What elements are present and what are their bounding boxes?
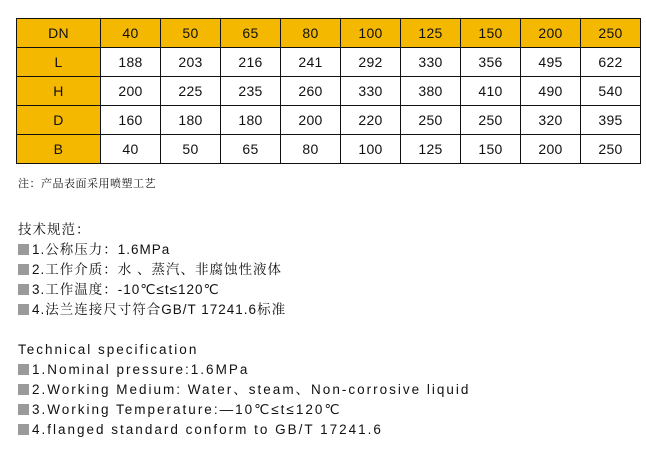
table-cell: 150 <box>461 135 521 164</box>
table-cell: 380 <box>401 77 461 106</box>
table-cell: 330 <box>401 48 461 77</box>
spec-item <box>18 280 286 300</box>
spec-section-english <box>18 340 470 440</box>
surface-note: 注：产品表面采用喷塑工艺 <box>18 178 156 190</box>
square-bullet-icon <box>18 404 29 415</box>
table-cell: 65 <box>221 135 281 164</box>
table-cell: 225 <box>161 77 221 106</box>
table-cell: 490 <box>521 77 581 106</box>
table-cell: 320 <box>521 106 581 135</box>
spec-title: Technical specification <box>18 342 199 357</box>
spec-item <box>18 260 286 280</box>
table-cell: 80 <box>281 135 341 164</box>
header-cell: 65 <box>221 19 281 48</box>
square-bullet-icon <box>18 284 29 295</box>
table-cell: 200 <box>101 77 161 106</box>
spec-item <box>18 420 470 440</box>
header-cell: 50 <box>161 19 221 48</box>
table-cell: 220 <box>341 106 401 135</box>
table-cell: 241 <box>281 48 341 77</box>
table-cell: 260 <box>281 77 341 106</box>
square-bullet-icon <box>18 384 29 395</box>
square-bullet-icon <box>18 264 29 275</box>
table-cell: 203 <box>161 48 221 77</box>
table-cell: 250 <box>401 106 461 135</box>
table-cell: 395 <box>581 106 641 135</box>
table-cell: 200 <box>281 106 341 135</box>
spec-item-text: 3.工作温度：-10℃≤t≤120℃ <box>32 282 220 297</box>
header-cell: 125 <box>401 19 461 48</box>
table-cell: 125 <box>401 135 461 164</box>
table-cell: 250 <box>581 135 641 164</box>
table-cell: 410 <box>461 77 521 106</box>
header-cell: 200 <box>521 19 581 48</box>
spec-item-text: 2.Working Medium: Water、steam、Non-corrosive liquid <box>32 382 471 397</box>
table-cell: 100 <box>341 135 401 164</box>
dimension-table <box>16 18 641 164</box>
table-cell: 188 <box>101 48 161 77</box>
header-cell: 40 <box>101 19 161 48</box>
table-cell: 40 <box>101 135 161 164</box>
table-cell: 180 <box>221 106 281 135</box>
table-cell: 540 <box>581 77 641 106</box>
table-cell: 330 <box>341 77 401 106</box>
spec-item <box>18 240 286 260</box>
table-row <box>17 135 641 164</box>
spec-item <box>18 400 470 420</box>
table-cell: 622 <box>581 48 641 77</box>
spec-item <box>18 360 470 380</box>
row-label-cell: B <box>17 135 101 164</box>
table-cell: 50 <box>161 135 221 164</box>
header-cell: 100 <box>341 19 401 48</box>
table-row <box>17 77 641 106</box>
spec-item <box>18 300 286 320</box>
table-row <box>17 48 641 77</box>
table-row <box>17 106 641 135</box>
table-cell: 292 <box>341 48 401 77</box>
square-bullet-icon <box>18 424 29 435</box>
table-cell: 216 <box>221 48 281 77</box>
spec-item-text: 2.工作介质：水 、蒸汽、非腐蚀性液体 <box>32 262 283 277</box>
square-bullet-icon <box>18 244 29 255</box>
row-label-cell: H <box>17 77 101 106</box>
table-cell: 200 <box>521 135 581 164</box>
spec-item-text: 4.flanged standard conform to GB/T 17241.6 <box>32 422 383 437</box>
spec-item <box>18 380 470 400</box>
header-cell: 80 <box>281 19 341 48</box>
spec-title: 技术规范： <box>18 222 91 237</box>
table-cell: 180 <box>161 106 221 135</box>
table-cell: 356 <box>461 48 521 77</box>
spec-item-text: 4.法兰连接尺寸符合GB/T 17241.6标准 <box>32 302 287 317</box>
header-cell: 250 <box>581 19 641 48</box>
spec-item-text: 1.Nominal pressure:1.6MPa <box>32 362 250 377</box>
table-cell: 250 <box>461 106 521 135</box>
header-cell: 150 <box>461 19 521 48</box>
table-header-row <box>17 19 641 48</box>
row-label-cell: D <box>17 106 101 135</box>
row-label-cell: L <box>17 48 101 77</box>
spec-item-text: 3.Working Temperature:—10℃≤t≤120℃ <box>32 402 342 417</box>
table-cell: 160 <box>101 106 161 135</box>
table-cell: 495 <box>521 48 581 77</box>
square-bullet-icon <box>18 304 29 315</box>
spec-section-chinese <box>18 220 286 320</box>
table-cell: 235 <box>221 77 281 106</box>
header-label-cell: DN <box>17 19 101 48</box>
square-bullet-icon <box>18 364 29 375</box>
spec-item-text: 1.公称压力：1.6MPa <box>32 242 171 257</box>
